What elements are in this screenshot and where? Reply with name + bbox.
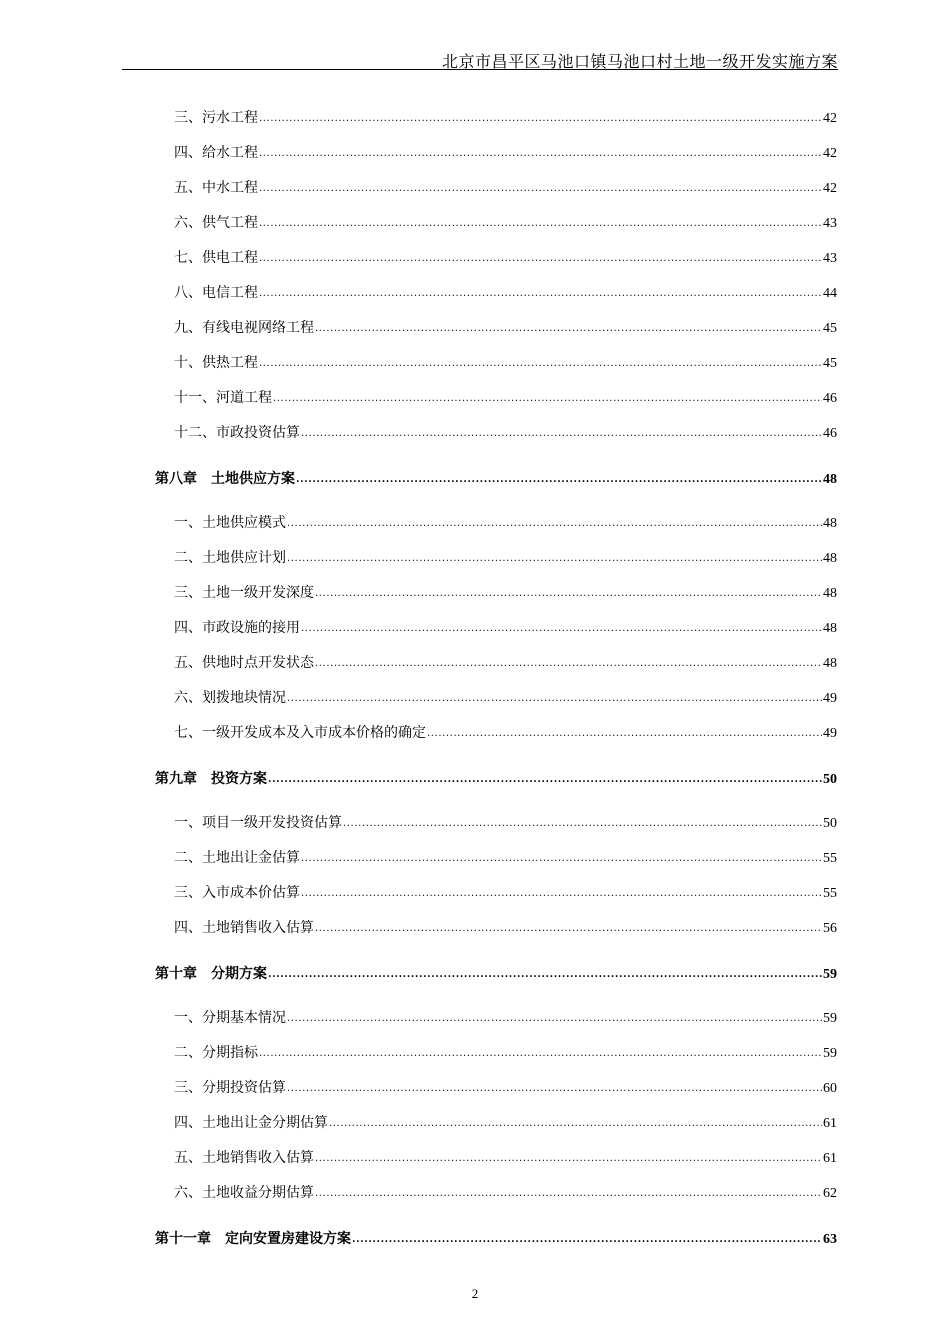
toc-entry-page-number: 56	[823, 921, 837, 936]
toc-entry-label: 二、土地供应计划	[174, 550, 286, 566]
toc-entry-label: 三、入市成本价估算	[174, 885, 300, 901]
toc-entry-page-number: 45	[823, 321, 837, 336]
toc-entry-page-number: 49	[823, 726, 837, 741]
toc-entry-page-number: 48	[823, 586, 837, 601]
toc-entry-label: 四、市政设施的接用	[174, 620, 300, 636]
toc-entry-label: 三、土地一级开发深度	[174, 585, 314, 601]
toc-entry-page-number: 55	[823, 851, 837, 866]
toc-entry-page-number: 43	[823, 216, 837, 231]
toc-entry-page-number: 50	[823, 816, 837, 831]
toc-section-entry[interactable]	[174, 1113, 837, 1133]
toc-section-entry[interactable]	[174, 513, 837, 533]
toc-dot-leader	[315, 1184, 822, 1204]
toc-section-entry[interactable]	[174, 848, 837, 868]
toc-entry-label: 三、分期投资估算	[174, 1080, 286, 1096]
toc-dot-leader	[301, 424, 822, 444]
toc-entry-page-number: 60	[823, 1081, 837, 1096]
toc-section-entry[interactable]	[174, 318, 837, 338]
toc-dot-leader	[301, 849, 822, 869]
toc-entry-page-number: 62	[823, 1186, 837, 1201]
toc-section-entry[interactable]	[174, 178, 837, 198]
toc-entry-label: 一、土地供应模式	[174, 515, 286, 531]
toc-section-entry[interactable]	[174, 883, 837, 903]
toc-entry-page-number: 49	[823, 691, 837, 706]
toc-section-entry[interactable]	[174, 353, 837, 373]
toc-entry-label: 一、分期基本情况	[174, 1010, 286, 1026]
toc-dot-leader	[287, 1079, 822, 1099]
toc-entry-page-number: 48	[823, 656, 837, 671]
toc-entry-label: 七、供电工程	[174, 250, 258, 266]
toc-entry-page-number: 43	[823, 251, 837, 266]
toc-section-entry[interactable]	[174, 723, 837, 743]
toc-entry-page-number: 42	[823, 146, 837, 161]
toc-entry-page-number: 48	[823, 472, 837, 487]
toc-dot-leader	[259, 179, 822, 199]
toc-section-entry[interactable]	[174, 1148, 837, 1168]
toc-dot-leader	[287, 1009, 822, 1029]
toc-dot-leader	[259, 144, 822, 164]
toc-section-entry[interactable]	[174, 283, 837, 303]
toc-section-entry[interactable]	[174, 688, 837, 708]
toc-entry-page-number: 46	[823, 426, 837, 441]
toc-dot-leader	[315, 584, 822, 604]
toc-entry-page-number: 48	[823, 621, 837, 636]
toc-dot-leader	[287, 549, 822, 569]
toc-section-entry[interactable]	[174, 248, 837, 268]
toc-dot-leader	[315, 654, 822, 674]
toc-entry-label: 第十一章 定向安置房建设方案	[155, 1231, 351, 1247]
toc-entry-label: 五、中水工程	[174, 180, 258, 196]
toc-dot-leader	[296, 470, 822, 490]
toc-section-entry[interactable]	[174, 213, 837, 233]
toc-dot-leader	[268, 770, 822, 790]
toc-section-entry[interactable]	[174, 423, 837, 443]
toc-entry-label: 六、土地收益分期估算	[174, 1185, 314, 1201]
toc-entry-label: 五、供地时点开发状态	[174, 655, 314, 671]
toc-entry-label: 二、土地出让金估算	[174, 850, 300, 866]
toc-entry-page-number: 59	[823, 1046, 837, 1061]
toc-chapter-entry[interactable]	[155, 1229, 837, 1249]
toc-dot-leader	[352, 1230, 822, 1250]
toc-entry-label: 六、划拨地块情况	[174, 690, 286, 706]
toc-dot-leader	[287, 689, 822, 709]
toc-entry-page-number: 59	[823, 1011, 837, 1026]
toc-section-entry[interactable]	[174, 813, 837, 833]
toc-section-entry[interactable]	[174, 388, 837, 408]
toc-dot-leader	[301, 884, 822, 904]
toc-entry-page-number: 59	[823, 967, 837, 982]
toc-section-entry[interactable]	[174, 1043, 837, 1063]
toc-entry-page-number: 63	[823, 1232, 837, 1247]
toc-entry-page-number: 61	[823, 1116, 837, 1131]
toc-section-entry[interactable]	[174, 583, 837, 603]
toc-entry-label: 第十章 分期方案	[155, 966, 267, 982]
toc-section-entry[interactable]	[174, 918, 837, 938]
toc-entry-label: 二、分期指标	[174, 1045, 258, 1061]
toc-dot-leader	[259, 354, 822, 374]
toc-entry-page-number: 48	[823, 551, 837, 566]
toc-entry-page-number: 46	[823, 391, 837, 406]
toc-dot-leader	[259, 249, 822, 269]
toc-entry-page-number: 45	[823, 356, 837, 371]
page-number: 2	[471, 1286, 479, 1301]
toc-dot-leader	[259, 1044, 822, 1064]
toc-dot-leader	[259, 109, 822, 129]
toc-entry-page-number: 61	[823, 1151, 837, 1166]
toc-dot-leader	[315, 1149, 822, 1169]
toc-section-entry[interactable]	[174, 1008, 837, 1028]
toc-section-entry[interactable]	[174, 1078, 837, 1098]
page-header	[122, 46, 838, 70]
toc-entry-label: 七、一级开发成本及入市成本价格的确定	[174, 725, 426, 741]
toc-entry-page-number: 42	[823, 111, 837, 126]
header-divider	[122, 69, 838, 70]
toc-entry-label: 一、项目一级开发投资估算	[174, 815, 342, 831]
toc-entry-page-number: 44	[823, 286, 837, 301]
toc-entry-label: 九、有线电视网络工程	[174, 320, 314, 336]
toc-dot-leader	[287, 514, 822, 534]
toc-entry-page-number: 42	[823, 181, 837, 196]
toc-dot-leader	[273, 389, 822, 409]
toc-section-entry[interactable]	[174, 108, 837, 128]
toc-entry-label: 六、供气工程	[174, 215, 258, 231]
toc-section-entry[interactable]	[174, 1183, 837, 1203]
toc-entry-label: 三、污水工程	[174, 110, 258, 126]
toc-dot-leader	[329, 1114, 822, 1134]
toc-chapter-entry[interactable]	[155, 769, 837, 789]
toc-entry-page-number: 48	[823, 516, 837, 531]
toc-section-entry[interactable]	[174, 548, 837, 568]
toc-entry-label: 第八章 土地供应方案	[155, 471, 295, 487]
toc-section-entry[interactable]	[174, 653, 837, 673]
toc-dot-leader	[315, 319, 822, 339]
toc-entry-label: 四、土地销售收入估算	[174, 920, 314, 936]
toc-dot-leader	[268, 965, 822, 985]
toc-entry-label: 四、给水工程	[174, 145, 258, 161]
toc-entry-label: 五、土地销售收入估算	[174, 1150, 314, 1166]
toc-entry-label: 第九章 投资方案	[155, 771, 267, 787]
toc-section-entry[interactable]	[174, 618, 837, 638]
toc-entry-label: 十、供热工程	[174, 355, 258, 371]
document-title: 北京市昌平区马池口镇马池口村土地一级开发实施方案	[441, 52, 838, 71]
toc-entry-label: 十二、市政投资估算	[174, 425, 300, 441]
toc-dot-leader	[343, 814, 822, 834]
toc-chapter-entry[interactable]	[155, 469, 837, 489]
toc-dot-leader	[259, 214, 822, 234]
toc-dot-leader	[301, 619, 822, 639]
toc-section-entry[interactable]	[174, 143, 837, 163]
toc-dot-leader	[315, 919, 822, 939]
toc-entry-page-number: 55	[823, 886, 837, 901]
toc-chapter-entry[interactable]	[155, 964, 837, 984]
toc-entry-page-number: 50	[823, 772, 837, 787]
toc-dot-leader	[259, 284, 822, 304]
toc-entry-label: 八、电信工程	[174, 285, 258, 301]
toc-entry-label: 四、土地出让金分期估算	[174, 1115, 328, 1131]
toc-entry-label: 十一、河道工程	[174, 390, 272, 406]
toc-dot-leader	[427, 724, 822, 744]
